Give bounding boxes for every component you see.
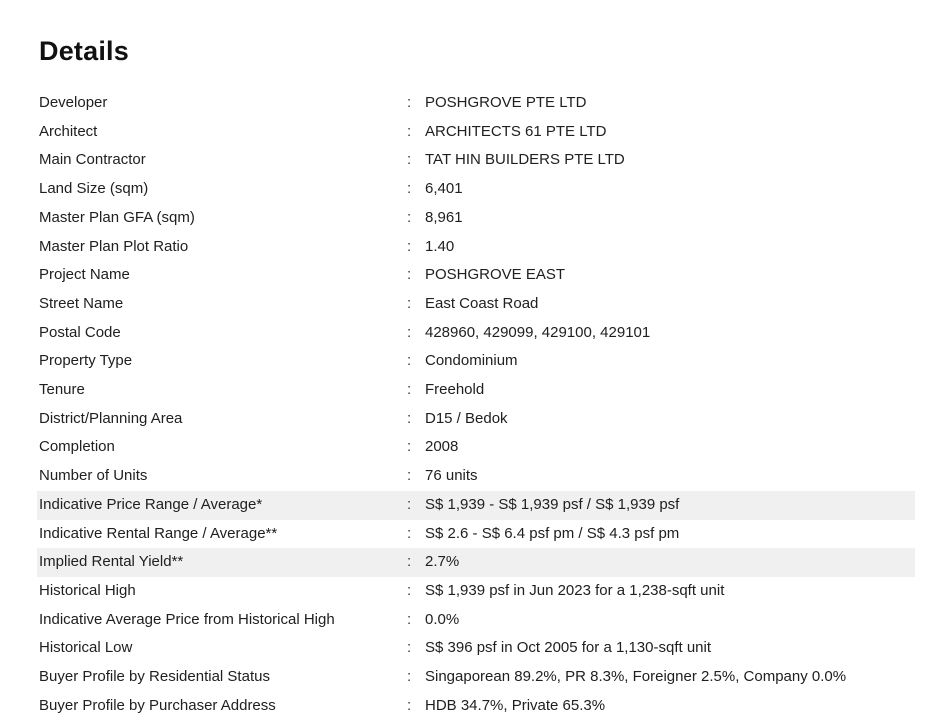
table-row — [37, 491, 915, 520]
detail-separator: : — [407, 151, 412, 169]
detail-value: 8,961 — [425, 208, 463, 226]
detail-value: S$ 1,939 - S$ 1,939 psf / S$ 1,939 psf — [425, 495, 680, 513]
detail-separator: : — [407, 553, 412, 571]
detail-label: Architect — [39, 122, 98, 140]
detail-value: 76 units — [425, 467, 478, 485]
detail-label: Postal Code — [39, 323, 121, 341]
table-row — [37, 376, 915, 405]
detail-separator: : — [407, 409, 412, 427]
detail-label: Indicative Average Price from Historical High — [39, 610, 335, 628]
detail-separator: : — [407, 352, 412, 370]
table-row — [37, 89, 915, 118]
detail-label: Tenure — [39, 381, 85, 399]
table-row — [37, 204, 915, 233]
table-row — [37, 692, 915, 720]
detail-label: Master Plan Plot Ratio — [39, 237, 189, 255]
detail-value: 428960, 429099, 429100, 429101 — [425, 323, 651, 341]
detail-label: Property Type — [39, 352, 133, 370]
detail-label: Buyer Profile by Purchaser Address — [39, 696, 276, 714]
detail-separator: : — [407, 208, 412, 226]
detail-value: TAT HIN BUILDERS PTE LTD — [425, 151, 625, 169]
detail-separator: : — [407, 524, 412, 542]
detail-label: Master Plan GFA (sqm) — [39, 208, 195, 226]
detail-value: 2.7% — [425, 553, 460, 571]
table-row — [37, 347, 915, 376]
detail-label: Project Name — [39, 266, 130, 284]
table-row — [37, 146, 915, 175]
table-row — [37, 548, 915, 577]
detail-separator: : — [407, 467, 412, 485]
detail-label: Buyer Profile by Residential Status — [39, 668, 270, 686]
detail-value: 1.40 — [425, 237, 455, 255]
table-row — [37, 233, 915, 262]
table-row — [37, 606, 915, 635]
details-table — [37, 89, 915, 720]
detail-value: D15 / Bedok — [425, 409, 508, 427]
detail-value: 0.0% — [425, 610, 460, 628]
detail-label: Main Contractor — [39, 151, 146, 169]
detail-label: Number of Units — [39, 467, 148, 485]
detail-separator: : — [407, 581, 412, 599]
detail-value: Freehold — [425, 381, 485, 399]
detail-separator: : — [407, 237, 412, 255]
detail-label: Developer — [39, 94, 108, 111]
detail-separator: : — [407, 696, 412, 714]
table-row — [37, 663, 915, 692]
detail-value: POSHGROVE EAST — [425, 266, 566, 284]
detail-label: Land Size (sqm) — [39, 180, 149, 198]
detail-separator: : — [407, 94, 412, 111]
detail-value: Condominium — [425, 352, 518, 370]
detail-value: 2008 — [425, 438, 459, 456]
detail-value: S$ 2.6 - S$ 6.4 psf pm / S$ 4.3 psf pm — [425, 524, 680, 542]
detail-separator: : — [407, 438, 412, 456]
detail-separator: : — [407, 266, 412, 284]
detail-label: Historical High — [39, 581, 136, 599]
detail-value: 6,401 — [425, 180, 463, 198]
detail-value: S$ 1,939 psf in Jun 2023 for a 1,238-sqft unit — [425, 581, 725, 599]
table-row — [37, 577, 915, 606]
table-row — [37, 261, 915, 290]
detail-separator: : — [407, 668, 412, 686]
page-title: Details — [39, 36, 129, 66]
detail-label: Street Name — [39, 294, 124, 312]
table-row — [37, 433, 915, 462]
table-row — [37, 634, 915, 663]
detail-label: District/Planning Area — [39, 409, 183, 427]
detail-value: POSHGROVE PTE LTD — [425, 94, 587, 111]
detail-value: S$ 396 psf in Oct 2005 for a 1,130-sqft unit — [425, 639, 712, 657]
detail-value: Singaporean 89.2%, PR 8.3%, Foreigner 2.5%, Company 0.0% — [425, 668, 847, 686]
detail-separator: : — [407, 495, 412, 513]
detail-label: Implied Rental Yield** — [39, 553, 184, 571]
detail-separator: : — [407, 639, 412, 657]
detail-separator: : — [407, 323, 412, 341]
detail-separator: : — [407, 180, 412, 198]
detail-label: Historical Low — [39, 639, 133, 657]
detail-label: Indicative Price Range / Average* — [39, 495, 263, 513]
table-row — [37, 520, 915, 549]
detail-label: Completion — [39, 438, 115, 456]
detail-separator: : — [407, 381, 412, 399]
detail-value: HDB 34.7%, Private 65.3% — [425, 696, 606, 714]
details-table-body — [37, 89, 915, 720]
table-row — [37, 319, 915, 348]
detail-separator: : — [407, 294, 412, 312]
table-row — [37, 118, 915, 147]
detail-label: Indicative Rental Range / Average** — [39, 524, 278, 542]
detail-separator: : — [407, 122, 412, 140]
table-row — [37, 175, 915, 204]
table-row — [37, 405, 915, 434]
detail-value: ARCHITECTS 61 PTE LTD — [425, 122, 607, 140]
table-row — [37, 462, 915, 491]
table-row — [37, 290, 915, 319]
detail-separator: : — [407, 610, 412, 628]
detail-value: East Coast Road — [425, 294, 539, 312]
